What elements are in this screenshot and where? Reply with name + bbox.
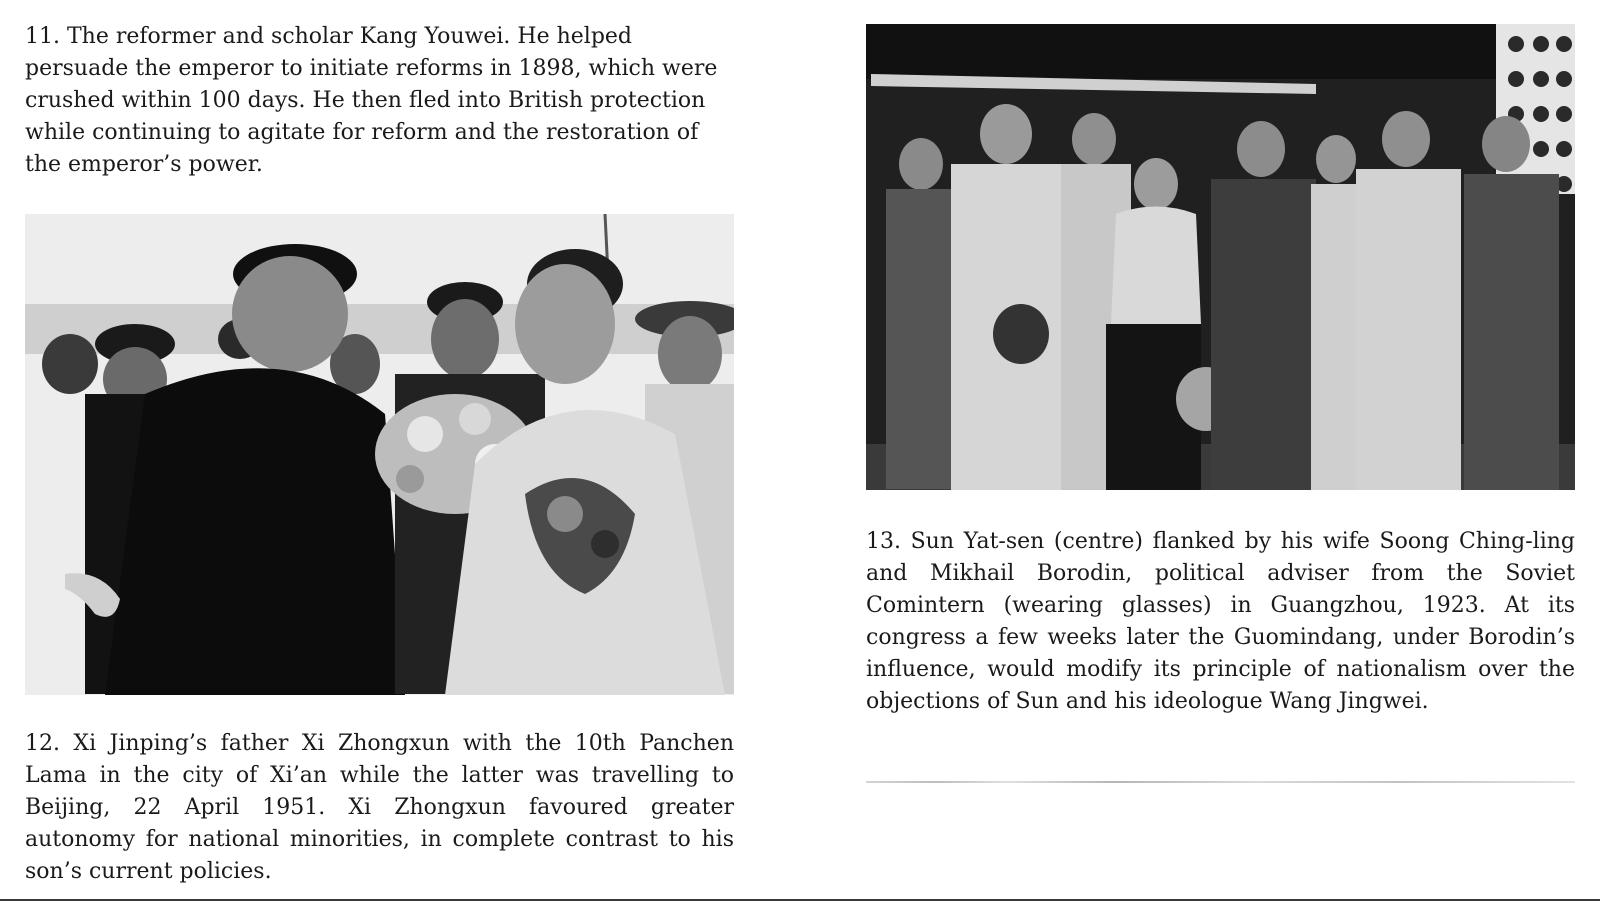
faded-divider <box>866 781 1575 783</box>
photo-xi-zhongxun-panchen-lama <box>25 214 734 695</box>
caption-12: 12. Xi Jinping’s father Xi Zhongxun with the 10th Panchen Lama in the city of Xi’an while the latter was travelling to Beijing, 22 April 1951. Xi Zhongxun favoured greater autonomy for national minorities, in complete contrast to his son’s current policies. <box>25 731 734 884</box>
caption-13: 13. Sun Yat-sen (centre) flanked by his wife Soong Ching-ling and Mikhail Borodin, political adviser from the Soviet Comintern (wearing glasses) in Guangzhou, 1923. At its congress a few weeks later the Guomindang, under Borodin’s influence, would modify its principle of nationalism over the objections of Sun and his ideologue Wang Jingwei. <box>866 529 1575 714</box>
photograph-icon <box>25 214 734 695</box>
photo-sun-yat-sen-group <box>866 24 1575 490</box>
caption-11: 11. The reformer and scholar Kang Youwei. He helped persuade the emperor to initiate reforms in 1898, which were crushed within 100 days. He then fled into British protection while continuing to agitate for reform and the restoration of the emperor’s power. <box>25 24 718 177</box>
photograph-icon <box>866 24 1575 490</box>
